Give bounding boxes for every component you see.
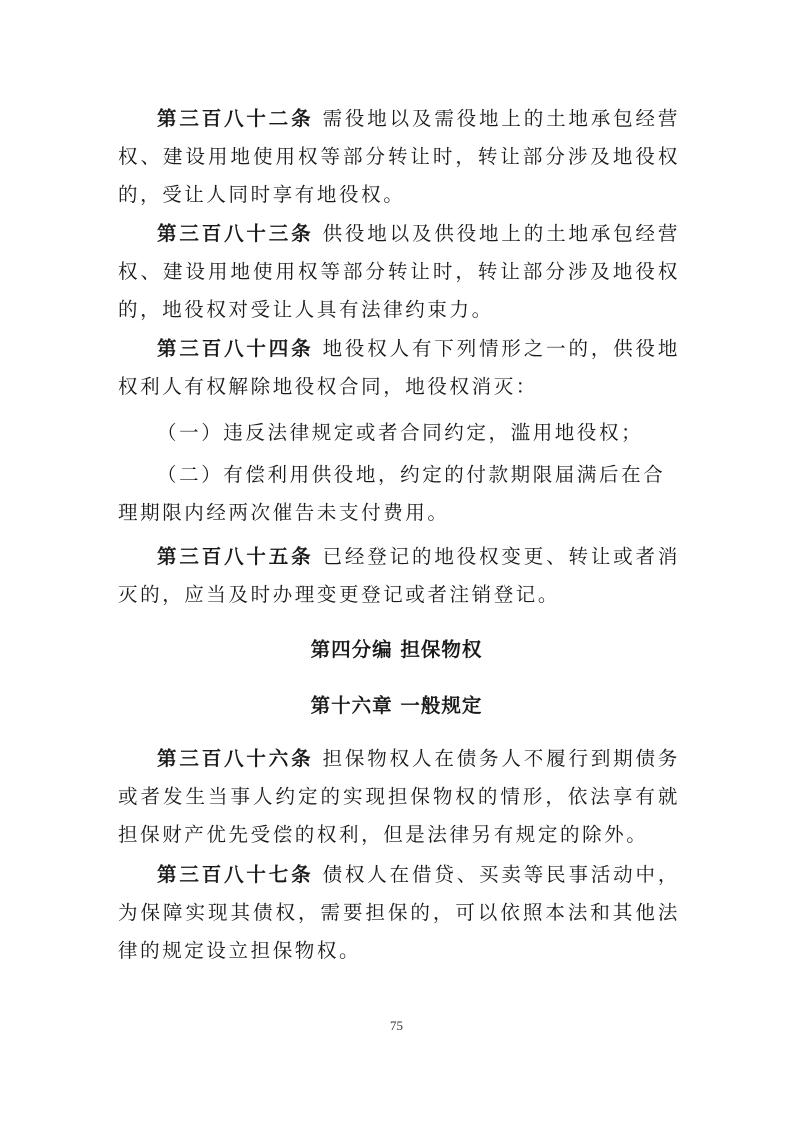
article-text: 已经登记的地役权变更、转让或者消灭的，应当及时办理变更登记或者注销登记。 [118,545,680,606]
article-text: 担保物权人在债务人不履行到期债务或者发生当事人约定的实现担保物权的情形，依法享有就担保财产优先受偿的权利，但是法律另有规定的除外。 [118,747,680,846]
article-383 [118,215,680,329]
list-item-2: （二）有偿利用供役地，约定的付款期限届满后在合理期限内经两次催告未支付费用。 [118,463,666,524]
article-text: 需役地以及需役地上的土地承包经营权、建设用地使用权等部分转让时，转让部分涉及地役权的，受让人同时享有地役权。 [118,107,680,206]
part-heading: 第四分编 担保物权 [310,638,483,661]
article-label: 第三百八十七条 [157,863,314,886]
article-text: 供役地以及供役地上的土地承包经营权、建设用地使用权等部分转让时，转让部分涉及地役权的，地役权对受让人具有法律约束力。 [118,222,680,321]
list-item-1: （一）违反法律规定或者合同约定，滥用地役权； [157,421,644,444]
article-label: 第三百八十六条 [157,747,314,770]
article-text: 债权人在借贷、买卖等民事活动中，为保障实现其债权，需要担保的，可以依照本法和其他法律的规定设立担保物权。 [118,863,680,962]
article-385 [118,538,680,614]
chapter-heading: 第十六章 一般规定 [310,694,483,717]
article-387 [118,856,680,970]
article-382 [118,100,680,214]
page-number: 75 [390,1018,403,1033]
article-386 [118,740,680,854]
article-label: 第三百八十五条 [157,545,314,568]
article-text: 地役权人有下列情形之一的，供役地权利人有权解除地役权合同，地役权消灭： [118,337,680,398]
article-label: 第三百八十三条 [157,222,314,245]
article-label: 第三百八十四条 [157,337,314,360]
article-384 [118,330,680,406]
article-label: 第三百八十二条 [157,107,314,130]
